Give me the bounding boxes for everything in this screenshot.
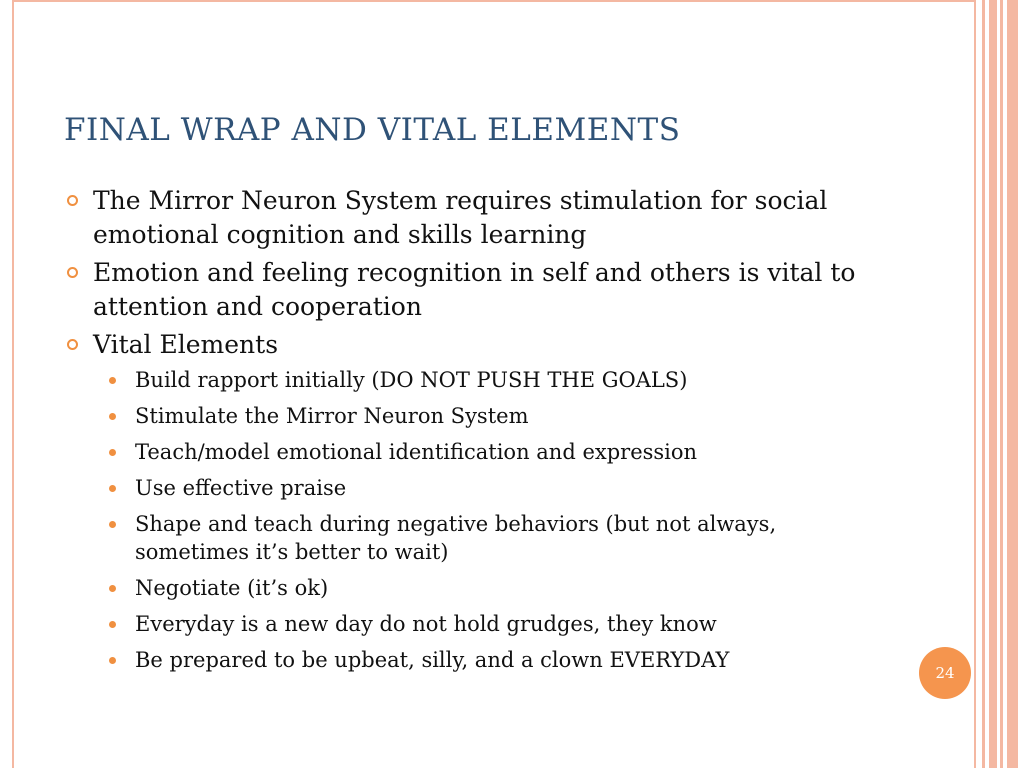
slide-content [64,184,884,682]
dot-bullet-icon [109,485,116,492]
sub-bullet-item [64,646,884,674]
dot-bullet-icon [109,621,116,628]
dot-bullet-icon [109,449,116,456]
dot-bullet-icon [109,585,116,592]
sub-bullet-text: Negotiate (it’s ok) [135,576,329,600]
sub-bullet-item [64,366,884,394]
sub-bullet-text: Teach/model emotional identification and expression [135,440,698,464]
bullet-text: Emotion and feeling recognition in self and others is vital to attention and cooperation [93,258,856,321]
page-number-badge: 24 [919,647,971,699]
slide-title: FINAL WRAP AND VITAL ELEMENTS [64,112,681,148]
bullet-text: Vital Elements [93,330,279,359]
stripe [1000,0,1003,768]
stripe [1007,0,1018,768]
sub-bullet-item [64,510,884,566]
left-border-line [12,0,14,768]
dot-bullet-icon [109,413,116,420]
bullet-item [64,256,884,324]
top-border-line [12,0,976,2]
sub-bullet-text: Be prepared to be upbeat, silly, and a clown EVERYDAY [135,648,730,672]
sub-bullet-item [64,610,884,638]
sub-bullet-item [64,402,884,430]
sub-bullet-item [64,474,884,502]
sub-bullet-item [64,438,884,466]
sub-bullet-text: Shape and teach during negative behaviors (but not always, sometimes it’s better to wait) [135,512,777,564]
sub-bullet-list [64,366,884,674]
ring-bullet-icon [67,267,78,278]
bullet-text: The Mirror Neuron System requires stimulation for social emotional cognition and skills learning [93,186,828,249]
bullet-item [64,328,884,362]
right-border-line [974,0,976,768]
dot-bullet-icon [109,521,116,528]
sub-bullet-item [64,574,884,602]
sub-bullet-text: Build rapport initially (DO NOT PUSH THE GOALS) [135,368,688,392]
decorative-side-stripes [980,0,1024,768]
dot-bullet-icon [109,377,116,384]
dot-bullet-icon [109,657,116,664]
sub-bullet-text: Use effective praise [135,476,347,500]
ring-bullet-icon [67,195,78,206]
sub-bullet-text: Stimulate the Mirror Neuron System [135,404,529,428]
sub-bullet-text: Everyday is a new day do not hold grudges, they know [135,612,717,636]
ring-bullet-icon [67,339,78,350]
stripe [989,0,997,768]
bullet-item [64,184,884,252]
stripe [982,0,985,768]
